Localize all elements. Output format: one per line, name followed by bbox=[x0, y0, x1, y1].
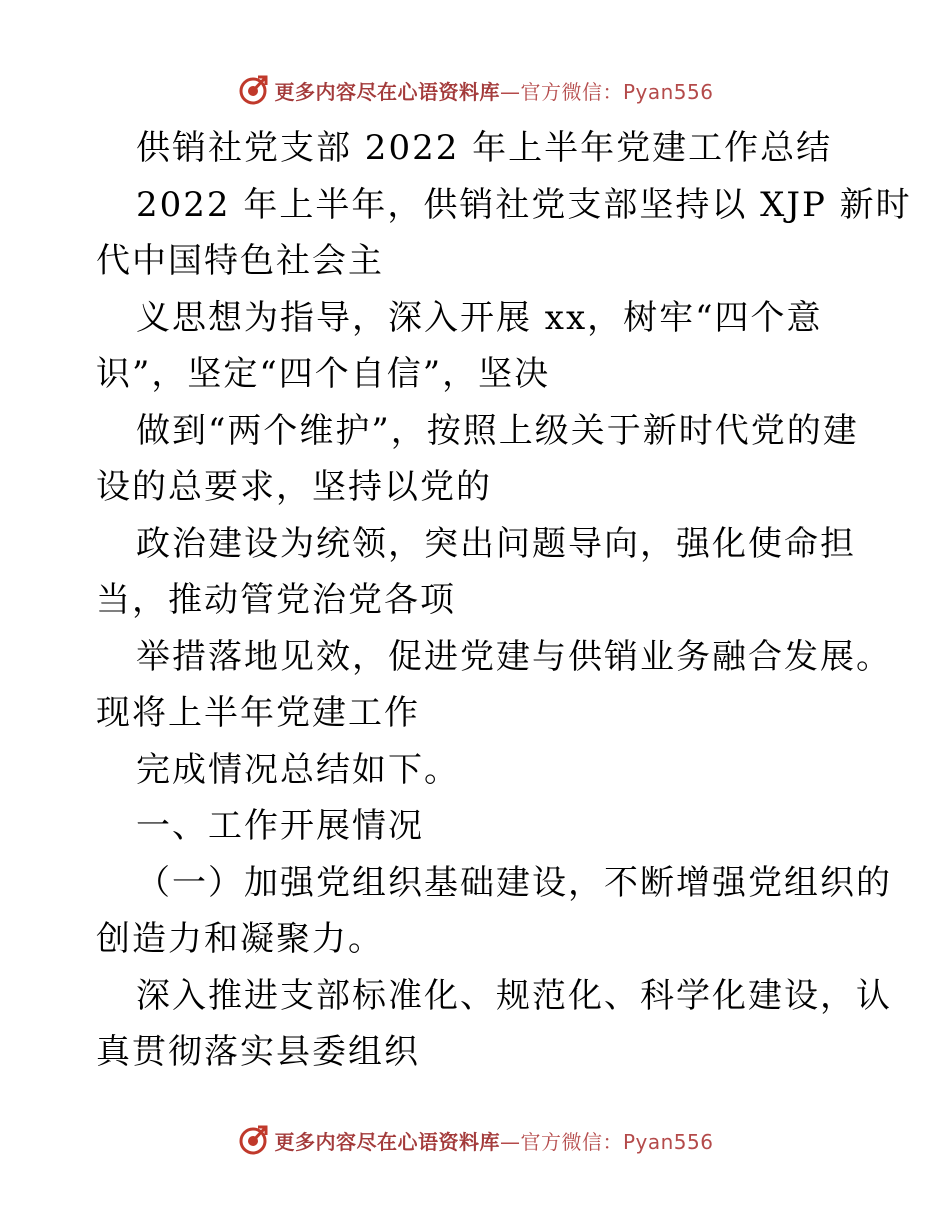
doc-line: 当，推动管党治党各项 bbox=[96, 580, 456, 620]
banner-brand: 更多内容尽在心语资料库 bbox=[274, 1129, 500, 1154]
doc-line: 现将上半年党建工作 bbox=[96, 693, 420, 733]
banner-text bbox=[274, 1126, 713, 1155]
doc-line: 做到“两个维护”，按照上级关于新时代党的建 bbox=[136, 410, 859, 451]
doc-line: 义思想为指导，深入开展 xx，树牢“四个意 bbox=[136, 297, 823, 338]
banner-brand: 更多内容尽在心语资料库 bbox=[274, 79, 500, 104]
doc-line: （一）加强党组织基础建设，不断增强党组织的 bbox=[136, 862, 892, 903]
document-body bbox=[96, 120, 912, 1081]
doc-line: 设的总要求，坚持以党的 bbox=[96, 467, 492, 507]
doc-line: 创造力和凝聚力。 bbox=[96, 919, 384, 959]
doc-line: 一、工作开展情况 bbox=[136, 806, 424, 846]
doc-line: 识”，坚定“四个自信”，坚决 bbox=[96, 354, 551, 394]
footer-banner bbox=[0, 1120, 950, 1160]
banner-contact: —官方微信：Pyan556 bbox=[499, 79, 714, 104]
logo-icon bbox=[236, 73, 270, 107]
doc-line: 供销社党支部 2022 年上半年党建工作总结 bbox=[136, 128, 833, 168]
banner-contact: —官方微信：Pyan556 bbox=[499, 1129, 714, 1154]
doc-line: 政治建设为统领，突出问题导向，强化使命担 bbox=[136, 523, 856, 564]
doc-line: 真贯彻落实县委组织 bbox=[96, 1032, 420, 1072]
banner-text bbox=[274, 76, 713, 105]
doc-line: 深入推进支部标准化、规范化、科学化建设，认 bbox=[136, 975, 892, 1016]
logo-icon bbox=[236, 1123, 270, 1157]
header-banner bbox=[0, 70, 950, 110]
doc-line: 举措落地见效，促进党建与供销业务融合发展。 bbox=[136, 636, 892, 677]
doc-line: 代中国特色社会主 bbox=[96, 241, 384, 281]
doc-line: 完成情况总结如下。 bbox=[136, 749, 460, 790]
doc-line: 2022 年上半年，供销社党支部坚持以 XJP 新时 bbox=[136, 184, 912, 225]
